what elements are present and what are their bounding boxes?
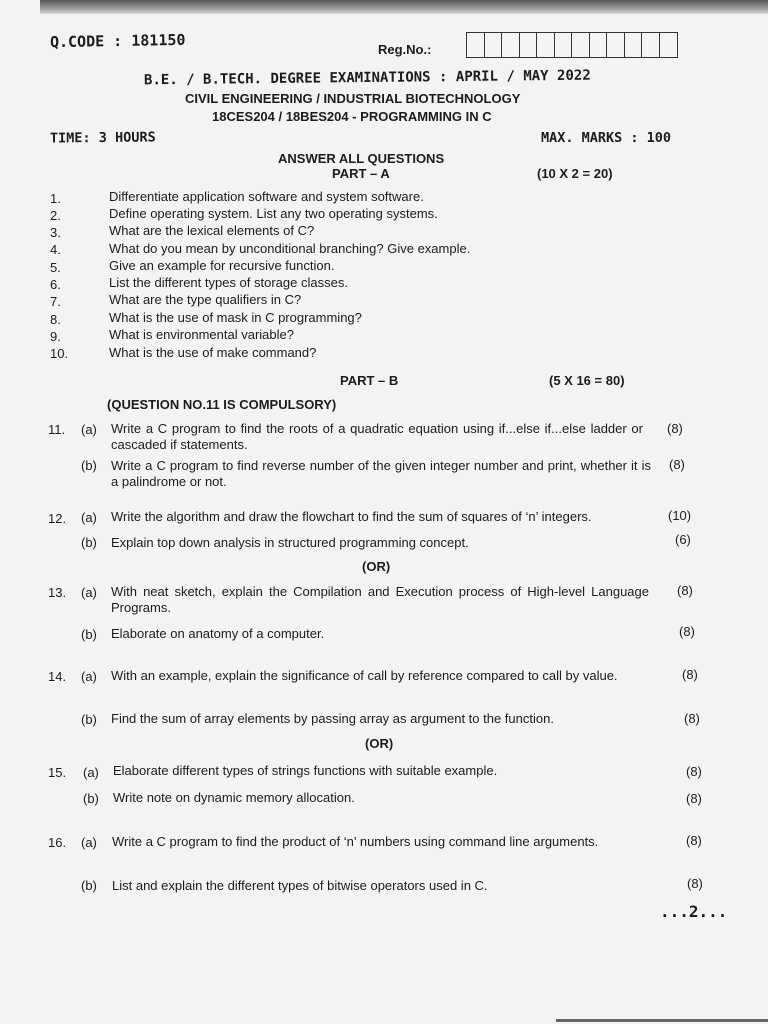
regno-box-cell <box>485 33 503 57</box>
question-number: 3. <box>50 225 61 240</box>
regno-label: Reg.No.: <box>378 42 432 57</box>
instruction: ANSWER ALL QUESTIONS <box>278 151 445 166</box>
sub-question-label: (a) <box>81 835 97 850</box>
sub-question-label: (a) <box>81 422 97 437</box>
sub-question-label: (b) <box>81 535 97 550</box>
regno-box-cell <box>590 33 608 57</box>
question-code: Q.CODE : 181150 <box>49 30 186 52</box>
sub-question-label: (b) <box>81 458 97 473</box>
question-number: 11. <box>48 422 66 437</box>
sub-question-label: (b) <box>83 791 99 806</box>
question-number: 4. <box>50 242 61 257</box>
question-marks: (8) <box>684 711 700 726</box>
part-b-title: PART – B <box>340 373 399 388</box>
regno-box-cell <box>467 33 485 57</box>
sub-question-label: (a) <box>81 585 97 600</box>
question-text: What do you mean by unconditional branching? Give example. <box>109 241 471 256</box>
regno-box-cell <box>502 33 520 57</box>
question-text: What is the use of mask in C programming? <box>109 310 362 325</box>
question-text: Write note on dynamic memory allocation. <box>113 790 355 805</box>
scan-top-edge <box>40 0 768 14</box>
question-marks: (8) <box>679 624 695 639</box>
question-number: 7. <box>50 294 61 309</box>
compulsory-note: (QUESTION NO.11 IS COMPULSORY) <box>107 397 337 412</box>
question-number: 5. <box>50 260 61 275</box>
regno-box-cell <box>572 33 590 57</box>
question-text: Write a C program to find reverse number of the given integer number and print, whether it is a palindrome or not. <box>111 458 651 489</box>
sub-question-label: (a) <box>83 765 99 780</box>
regno-box-cell <box>642 33 660 57</box>
exam-title: B.E. / B.TECH. DEGREE EXAMINATIONS : APRIL / MAY 2022 <box>143 67 591 89</box>
question-number: 15. <box>48 765 67 780</box>
regno-box-cell <box>555 33 573 57</box>
question-text: What is the use of make command? <box>109 345 317 360</box>
question-number: 9. <box>50 329 61 344</box>
question-number: 10. <box>50 346 69 361</box>
part-a-marks: (10 X 2 = 20) <box>537 166 613 181</box>
regno-box-cell <box>625 33 643 57</box>
question-text: List the different types of storage classes. <box>109 275 348 290</box>
question-text: Write a C program to find the roots of a quadratic equation using if...else if...else ladder or cascaded if statements. <box>111 421 643 452</box>
question-marks: (10) <box>668 508 692 523</box>
question-marks: (6) <box>675 532 691 547</box>
question-marks: (8) <box>686 833 702 848</box>
or-separator: (OR) <box>362 559 391 574</box>
question-text: What are the lexical elements of C? <box>109 223 315 238</box>
question-text: Find the sum of array elements by passing array as argument to the function. <box>111 711 554 726</box>
question-marks: (8) <box>682 667 698 682</box>
question-marks: (8) <box>677 583 693 598</box>
continued-marker: ...2... <box>660 902 728 921</box>
question-number: 2. <box>50 208 61 223</box>
question-text: Write a C program to find the product of ‘n’ numbers using command line arguments. <box>112 834 599 849</box>
sub-question-label: (a) <box>81 510 97 525</box>
part-a-title: PART – A <box>332 166 390 181</box>
question-text: Explain top down analysis in structured programming concept. <box>111 535 469 550</box>
regno-boxes <box>466 32 678 58</box>
question-marks: (8) <box>669 457 685 472</box>
question-number: 12. <box>48 511 67 526</box>
question-marks: (8) <box>686 764 702 779</box>
question-number: 8. <box>50 312 61 327</box>
question-text: Write the algorithm and draw the flowchart to find the sum of squares of ‘n’ integers. <box>111 509 592 524</box>
question-text: Define operating system. List any two operating systems. <box>109 206 438 221</box>
question-text: Give an example for recursive function. <box>109 258 335 273</box>
max-marks: MAX. MARKS : 100 <box>541 130 672 146</box>
question-number: 13. <box>48 585 67 600</box>
question-text: Differentiate application software and system software. <box>109 189 424 204</box>
sub-question-label: (b) <box>81 878 97 893</box>
question-text: What is environmental variable? <box>109 327 294 342</box>
question-text: With an example, explain the significance of call by reference compared to call by value. <box>111 668 618 683</box>
department: CIVIL ENGINEERING / INDUSTRIAL BIOTECHNOLOGY <box>185 91 521 106</box>
course-title: 18CES204 / 18BES204 - PROGRAMMING IN C <box>212 109 492 124</box>
question-text: What are the type qualifiers in C? <box>109 292 302 307</box>
sub-question-label: (b) <box>81 712 97 727</box>
regno-box-cell <box>607 33 625 57</box>
sub-question-label: (b) <box>81 627 97 642</box>
question-text: Elaborate different types of strings functions with suitable example. <box>113 763 498 778</box>
question-number: 1. <box>50 191 61 206</box>
part-b-marks: (5 X 16 = 80) <box>549 373 625 388</box>
question-number: 14. <box>48 669 67 684</box>
question-marks: (8) <box>686 791 702 806</box>
question-marks: (8) <box>687 876 703 891</box>
question-number: 6. <box>50 277 61 292</box>
or-separator: (OR) <box>365 736 394 751</box>
regno-box-cell <box>660 33 678 57</box>
regno-box-cell <box>520 33 538 57</box>
question-text: List and explain the different types of bitwise operators used in C. <box>112 878 488 893</box>
exam-time: TIME: 3 HOURS <box>49 129 156 147</box>
question-marks: (8) <box>667 421 683 436</box>
sub-question-label: (a) <box>81 669 97 684</box>
regno-box-cell <box>537 33 555 57</box>
question-number: 16. <box>48 835 67 850</box>
question-text: Elaborate on anatomy of a computer. <box>111 626 325 641</box>
scan-bottom-edge <box>556 1019 768 1022</box>
question-text: With neat sketch, explain the Compilation and Execution process of High-level Language Programs. <box>111 584 649 615</box>
